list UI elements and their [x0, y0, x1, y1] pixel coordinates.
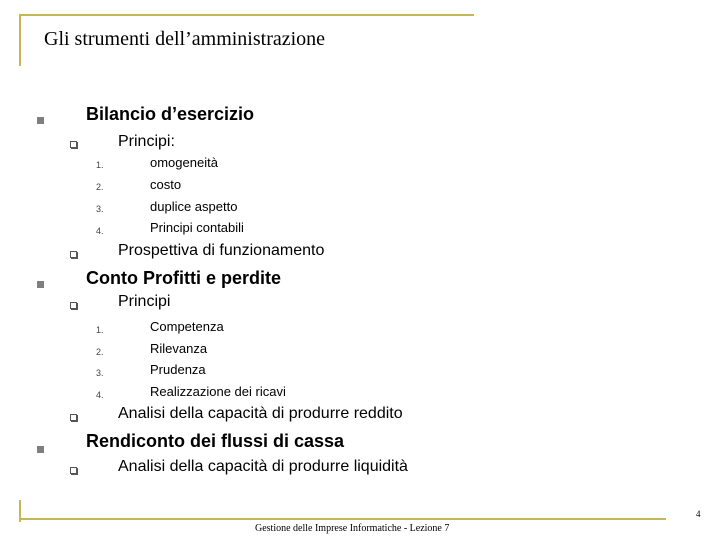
list-item: omogeneità — [150, 155, 218, 170]
bullet-square-icon — [37, 446, 44, 453]
bullet-square-icon — [37, 117, 44, 124]
footer-divider — [21, 518, 666, 520]
list-item: Realizzazione dei ricavi — [150, 384, 286, 399]
section-heading-rendiconto: Rendiconto dei flussi di cassa — [86, 431, 345, 451]
sub-heading-prospettiva: Prospettiva di funzionamento — [118, 242, 325, 259]
list-item: costo — [150, 177, 182, 192]
slide-title: Gli strumenti dell’amministrazione — [44, 28, 326, 50]
list-item: duplice aspetto — [150, 199, 238, 214]
section-heading-bilancio: Bilancio d’esercizio — [86, 104, 255, 124]
section-heading-conto: Conto Profitti e perdite — [86, 268, 281, 288]
bullet-hollow-square-icon — [70, 141, 77, 148]
list-number: 2. — [96, 182, 104, 192]
list-item: Competenza — [150, 319, 224, 334]
list-item: Prudenza — [150, 362, 206, 377]
list-number: 1. — [96, 325, 104, 335]
bullet-hollow-square-icon — [70, 251, 77, 258]
list-number: 2. — [96, 347, 104, 357]
sub-heading-principi: Principi — [118, 293, 171, 310]
list-number: 4. — [96, 390, 104, 400]
title-frame-top — [19, 14, 474, 16]
sub-heading-analisi-reddito: Analisi della capacità di produrre reddito — [118, 405, 403, 422]
bullet-hollow-square-icon — [70, 467, 77, 474]
title-frame-left — [19, 14, 21, 66]
list-number: 4. — [96, 226, 104, 236]
page-number: 4 — [696, 509, 701, 519]
bullet-hollow-square-icon — [70, 302, 77, 309]
list-number: 3. — [96, 204, 104, 214]
list-number: 1. — [96, 160, 104, 170]
list-item: Rilevanza — [150, 341, 208, 356]
list-item: Principi contabili — [150, 220, 244, 235]
footer-text: Gestione delle Imprese Informatiche - Lezione 7 — [255, 523, 450, 534]
sub-heading-principi: Principi: — [118, 133, 175, 150]
bullet-square-icon — [37, 281, 44, 288]
sub-heading-analisi-liquidita: Analisi della capacità di produrre liquidità — [118, 458, 408, 475]
bullet-hollow-square-icon — [70, 414, 77, 421]
list-number: 3. — [96, 368, 104, 378]
